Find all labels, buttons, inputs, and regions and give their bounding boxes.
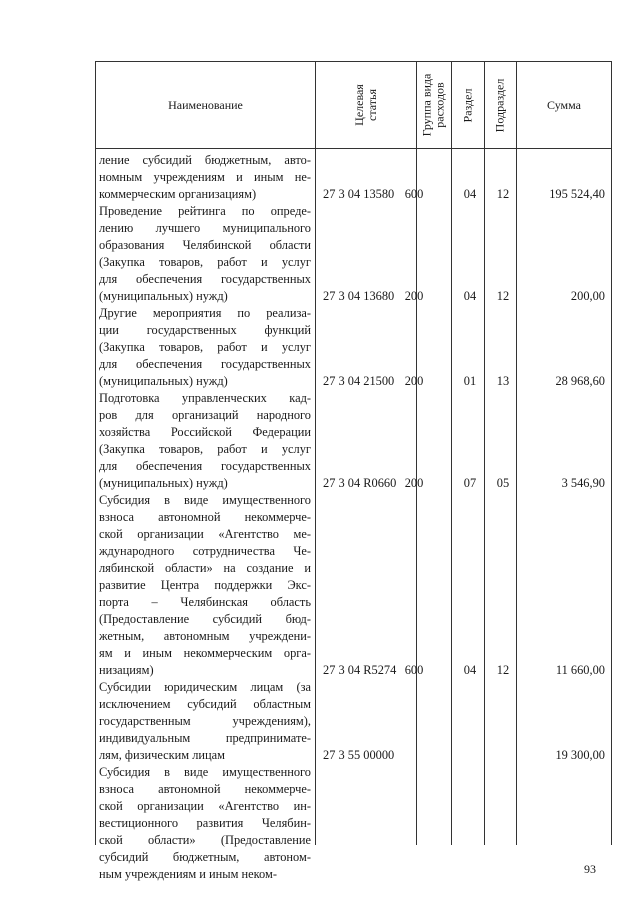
header-target	[315, 62, 416, 148]
row-name-line: (муниципальных) нужд)	[99, 289, 228, 303]
row-name-line: ской организации «Агентство ин-	[99, 799, 311, 813]
row-name-line: исключением субсидий областным	[99, 697, 311, 711]
row-name-line: низациям)	[99, 663, 154, 677]
page-number: 93	[584, 862, 596, 876]
row-subsection: 12	[496, 289, 510, 303]
row-name	[99, 305, 311, 390]
row-name-line: ление субсидий бюджетным, авто-	[99, 153, 311, 167]
row-name-line: вестиционного развития Челябин-	[99, 816, 311, 830]
row-name-line: (Закупка товаров, работ и услуг	[99, 340, 311, 354]
col-divider-2	[416, 62, 417, 845]
row-sum: 11 660,00	[555, 663, 605, 677]
row-name-line: ным учреждениям и иным неком-	[99, 867, 277, 881]
row-name-line: лям, физическим лицам	[99, 748, 226, 762]
row-target-code: 27 3 04 R0660	[323, 476, 397, 490]
header-group	[416, 62, 451, 148]
header-subsection-label: Подраздел	[492, 78, 507, 132]
col-divider-3	[451, 62, 452, 845]
row-group-code: 200	[404, 374, 424, 388]
row-target-code: 27 3 55 00000	[323, 748, 395, 762]
header-name	[96, 62, 315, 148]
row-name-line: (Закупка товаров, работ и услуг	[99, 255, 311, 269]
row-group-code: 600	[404, 663, 424, 677]
row-section: 07	[463, 476, 477, 490]
row-name-line: Субсидии юридическим лицам (за	[99, 680, 311, 694]
row-section: 01	[463, 374, 477, 388]
row-name	[99, 390, 311, 492]
row-name-line: коммерческим организациям)	[99, 187, 257, 201]
row-sum: 195 524,40	[549, 187, 605, 201]
row-name-line: для обеспечения государственных	[99, 272, 311, 286]
col-divider-5	[516, 62, 517, 845]
row-name	[99, 679, 311, 764]
row-sum: 200,00	[570, 289, 605, 303]
header-sum	[516, 62, 612, 148]
row-name-line: хозяйства Российской Федерации	[99, 425, 311, 439]
row-name-line: индивидуальным предпринимате-	[99, 731, 311, 745]
row-section: 04	[463, 187, 477, 201]
header-name-label: Наименование	[168, 97, 243, 112]
row-name-line: порта – Челябинская область	[99, 595, 311, 609]
col-divider-4	[484, 62, 485, 845]
row-name-line: Субсидия в виде имущественного	[99, 765, 311, 779]
row-sum: 19 300,00	[555, 748, 605, 762]
row-subsection: 13	[496, 374, 510, 388]
row-name-line: ям и иным некоммерческим орга-	[99, 646, 311, 660]
row-name-line: (муниципальных) нужд)	[99, 374, 228, 388]
row-subsection: 12	[496, 663, 510, 677]
row-name-line: Другие мероприятия по реализа-	[99, 306, 311, 320]
row-name-line: ждународного сотрудничества Че-	[99, 544, 311, 558]
row-name	[99, 764, 311, 883]
row-name-line: для обеспечения государственных	[99, 357, 311, 371]
row-name	[99, 203, 311, 305]
header-section	[451, 62, 484, 148]
row-name	[99, 492, 311, 679]
row-name-line: (Закупка товаров, работ и услуг	[99, 442, 311, 456]
row-name-line: Субсидия в виде имущественного	[99, 493, 311, 507]
col-divider-1	[315, 62, 316, 845]
row-section: 04	[463, 289, 477, 303]
row-target-code: 27 3 04 13580	[323, 187, 395, 201]
row-group-code: 600	[404, 187, 424, 201]
row-name-line: лябинской области» на создание и	[99, 561, 311, 575]
row-section: 04	[463, 663, 477, 677]
row-name-line: ров для организаций народного	[99, 408, 311, 422]
header-sum-label: Сумма	[547, 97, 581, 112]
row-sum: 3 546,90	[561, 476, 605, 490]
row-target-code: 27 3 04 21500	[323, 374, 395, 388]
header-section-label: Раздел	[460, 88, 475, 122]
row-name-line: ской области» (Предоставление	[99, 833, 311, 847]
header-group-label: Группа вида расходов	[419, 73, 447, 137]
row-name	[99, 152, 311, 203]
row-name-line: Подготовка управленческих кад-	[99, 391, 311, 405]
row-name-line: лению лучшего муниципального	[99, 221, 311, 235]
budget-table	[95, 62, 612, 881]
row-name-line: государственным учреждениям),	[99, 714, 311, 728]
header-target-label: Целевая статья	[351, 84, 379, 126]
row-subsection: 05	[496, 476, 510, 490]
row-subsection: 12	[496, 187, 510, 201]
header-bottom-border	[95, 148, 612, 149]
row-name-line: ции государственных функций	[99, 323, 311, 337]
row-name-line: субсидий бюджетным, автоном-	[99, 850, 311, 864]
row-name-line: Проведение рейтинга по опреде-	[99, 204, 311, 218]
row-name-line: номным учреждениям и иным не-	[99, 170, 311, 184]
row-group-code: 200	[404, 289, 424, 303]
row-group-code: 200	[404, 476, 424, 490]
row-target-code: 27 3 04 R5274	[323, 663, 397, 677]
row-name-line: жетным, автономным учреждени-	[99, 629, 311, 643]
row-name-line: развитие Центра поддержки Экс-	[99, 578, 311, 592]
row-name-line: для обеспечения государственных	[99, 459, 311, 473]
row-target-code: 27 3 04 13680	[323, 289, 395, 303]
row-sum: 28 968,60	[555, 374, 605, 388]
row-name-line: ской организации «Агентство ме-	[99, 527, 311, 541]
row-name-line: взноса автономной некоммерче-	[99, 510, 311, 524]
row-name-line: (муниципальных) нужд)	[99, 476, 228, 490]
row-name-line: образования Челябинской области	[99, 238, 311, 252]
row-name-line: (Предоставление субсидий бюд-	[99, 612, 311, 626]
row-name-line: взноса автономной некоммерче-	[99, 782, 311, 796]
header-subsection	[484, 62, 516, 148]
